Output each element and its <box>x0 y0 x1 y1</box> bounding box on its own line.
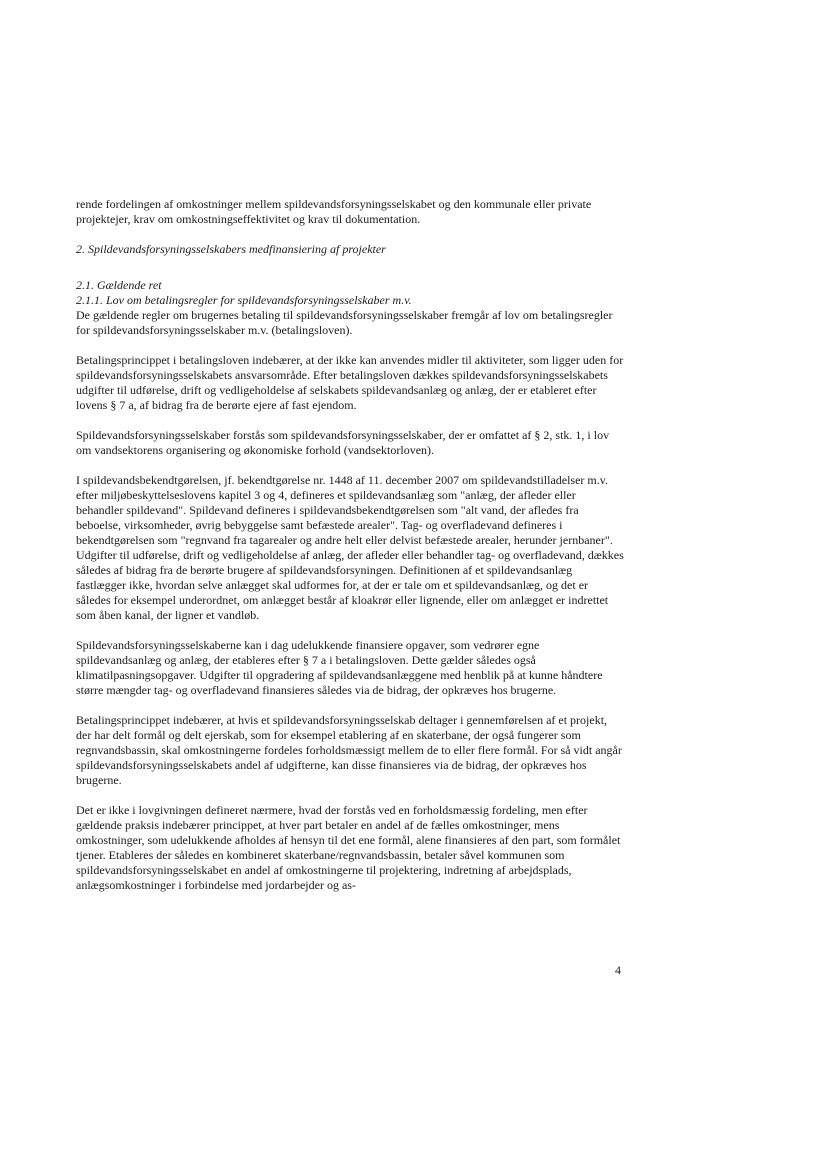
paragraph-delt-formaal: Betalingsprincippet indebærer, at hvis et spildevandsforsyningsselskab deltager i gennemførelsen af et projekt, der har delt formål og delt ejerskab, som for eksempel etablering af en skaterbane, der også fungerer som regnvandsbassin, skal omkostningerne fordeles forholdsmæssigt mellem de to eller flere formål. For så vidt angår spildevandsforsyningsselskabets andel af udgifterne, kan disse finansieres via de bidrag, der opkræves hos brugerne. <box>76 713 622 787</box>
paragraph-betalingsloven: De gældende regler om brugernes betaling til spildevandsforsyningsselskaber fremgår af lov om betalingsregler for spildevandsforsyningsselskaber m.v. (betalingsloven). <box>76 308 613 337</box>
intro-paragraph: rende fordelingen af omkostninger mellem spildevandsforsyningsselskabet og den kommunale eller private projektejer, krav om omkostningseffektivitet og krav til dokumentation. <box>76 197 592 226</box>
paragraph-betalingsprincippet: Betalingsprincippet i betalingsloven indebærer, at der ikke kan anvendes midler til aktiviteter, som ligger uden for spildevandsforsyningsselskabets ansvarsområde. Efter betalingsloven dækkes spildevandsforsyningsselskabets udgifter til udførelse, drift og vedligeholdelse af selskabets spildevandsanlæg og anlæg, der er etableret efter lovens § 7 a, af bidrag fra de berørte ejere af fast ejendom. <box>76 353 624 412</box>
subsubsection-heading: 2.1.1. Lov om betalingsregler for spildevandsforsyningsselskaber m.v. <box>76 293 412 307</box>
paragraph-definition-selskaber: Spildevandsforsyningsselskaber forstås som spildevandsforsyningsselskaber, der er omfattet af § 2, stk. 1, i lov om vandsektorens organisering og økonomiske forhold (vandsektorloven). <box>76 428 610 457</box>
page-number: 4 <box>615 963 621 977</box>
section-heading: 2. Spildevandsforsyningsselskabers medfinansiering af projekter <box>76 242 386 256</box>
paragraph-finansiering-opgaver: Spildevandsforsyningsselskaberne kan i dag udelukkende finansiere opgaver, som vedrører egne spildevandsanlæg og anlæg, der etableres efter § 7 a i betalingsloven. Dette gælder således også klimatilpasningsopgaver. Udgifter til opgradering af spildevandsanlæggene med henblik på at kunne håndtere større mængder tag- og overfladevand finansieres således via de bidrag, der opkræves hos brugerne. <box>76 638 603 697</box>
subsection-heading: 2.1. Gældende ret <box>76 278 162 292</box>
paragraph-forholdsmaessig-fordeling: Det er ikke i lovgivningen defineret nærmere, hvad der forstås ved en forholdsmæssig fordeling, men efter gældende praksis indebærer princippet, at hver part betaler en andel af de fælles omkostninger, mens omkostninger, som udelukkende afholdes af hensyn til det ene formål, alene finansieres af den part, som formålet tjener. Etableres der således en kombineret skaterbane/regnvandsbassin, betaler såvel kommunen som spildevandsforsyningsselskabet en andel af omkostningerne til projektering, indretning af arbejdsplads, anlægsomkostninger i forbindelse med jordarbejder og as- <box>76 803 621 892</box>
paragraph-spildevandsbekendtgoerelsen: I spildevandsbekendtgørelsen, jf. bekendtgørelse nr. 1448 af 11. december 2007 om spildevandstilladelser m.v. efter miljøbeskyttelseslovens kapitel 3 og 4, defineres et spildevandsanlæg som "anlæg, der afleder eller behandler spildevand". Spildevand defineres i spildevandsbekendtgørelsen som "alt vand, der afledes fra beboelse, virksomheder, øvrig bebyggelse samt befæstede arealer". Tag- og overfladevand defineres i bekendtgørelsen som "regnvand fra tagarealer og andre helt eller delvist befæstede arealer, herunder jernbaner". Udgifter til udførelse, drift og vedligeholdelse af anlæg, der afleder eller behandler tag- og overfladevand, dækkes således af bidrag fra de berørte brugere af spildevandsforsyningen. Definitionen af et spildevandsanlæg fastlægger ikke, hvordan selve anlægget skal udformes for, at der er tale om et spildevandsanlæg, og det er således for eksempel underordnet, om anlægget består af kloakrør eller lignende, eller om anlægget er indrettet som åben kanal, der ligner et vandløb. <box>76 473 624 622</box>
document-page <box>76 197 624 908</box>
